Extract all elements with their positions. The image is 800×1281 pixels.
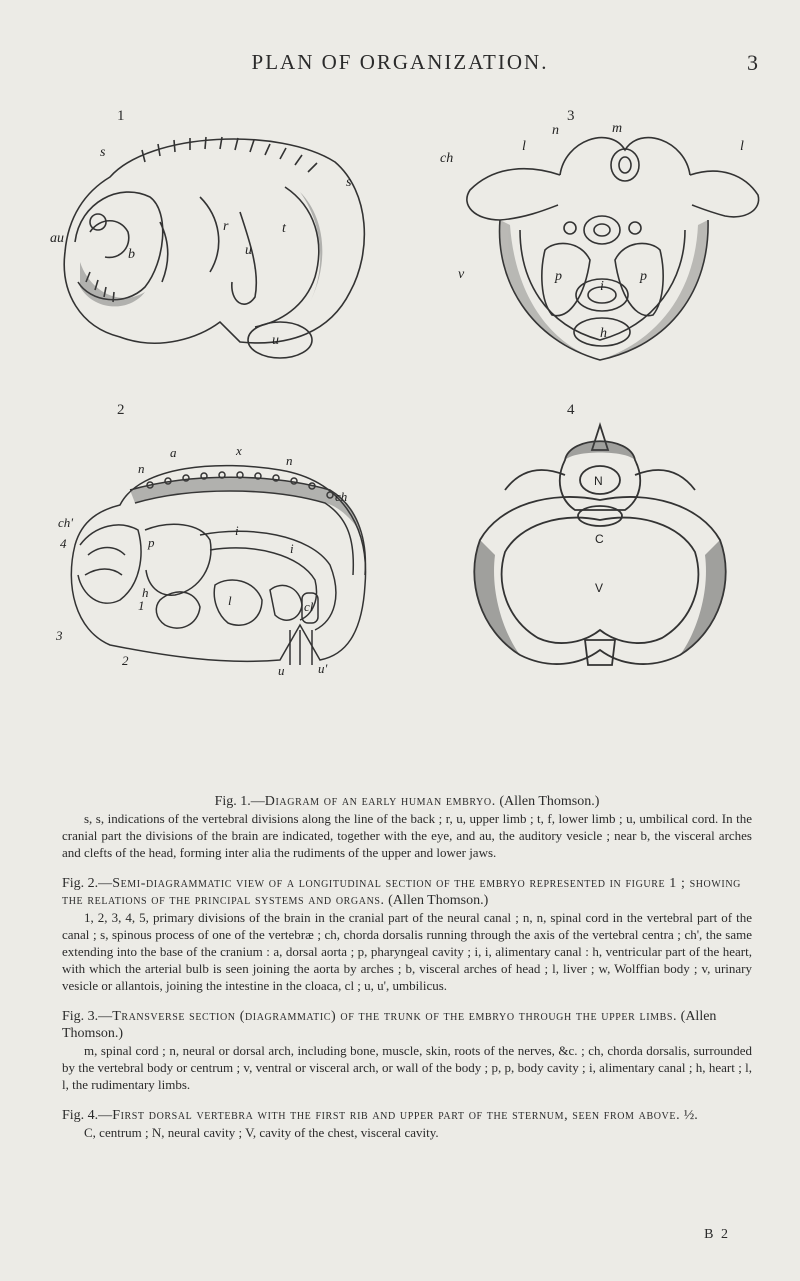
fig2-label-h: h (142, 585, 149, 600)
fig1-label-s1: s (100, 145, 106, 160)
fig2-label-3: 3 (56, 628, 63, 643)
caption-1-body: s, s, indications of the vertebral divisions along the line of the back ; r, u, upper limb ; t, f, lower limb ; u, umbilical cord. In the cranial part the divisions of the brain are indicated, together with the eye, and au, the auditory vesicle ; near b, the visceral arches and clefts of the head, forming inter alia the rudiments of the upper and lower jaws. (62, 811, 752, 860)
embryo-side-view-illustration (50, 122, 390, 387)
caption-3-body: m, spinal cord ; n, neural or dorsal arch, including bone, muscle, skin, roots of the nerves, &c. ; ch, chorda dorsalis, surrounded by the vertebral body or centrum ; v, ventral or visceral arch, or wall of the body ; p, p, body cavity ; i, alimentary canal ; h, heart ; l, l, the rudimentary limbs. (62, 1043, 752, 1092)
caption-3-title (62, 1008, 752, 1042)
fig2-label-4: 4 (60, 536, 67, 551)
caption-1-title (62, 793, 752, 810)
caption-4-body: C, centrum ; N, neural cavity ; V, cavity of the chest, visceral cavity. (84, 1125, 439, 1140)
figure-captions (62, 793, 752, 1141)
fig2-label-i2: i (290, 541, 294, 556)
caption-2-title-text: Semi-diagrammatic view of a longitudinal section of the embryo represented in figure 1 ; showing the relations of the principal systems and organs. (62, 876, 741, 908)
caption-1-title-text: Diagram of an early human embryo. (264, 794, 496, 809)
fig1-label-b: b (128, 247, 135, 262)
signature-mark: B 2 (704, 1227, 730, 1242)
fig1-label-t: t (282, 221, 286, 236)
caption-4-title-text: First dorsal vertebra with the first rib and upper part of the sternum, seen from above. (112, 1108, 681, 1123)
longitudinal-section-illustration (50, 415, 395, 680)
fig3-label-l2: l (740, 139, 744, 154)
page-number: 3 (747, 50, 758, 75)
figure-1-number: 1 (117, 108, 125, 124)
running-title: PLAN OF ORGANIZATION. (251, 50, 549, 74)
fig2-label-1: 1 (138, 598, 145, 613)
caption-3-credit: (Allen Thomson.) (62, 1009, 717, 1041)
fig3-label-m: m (612, 121, 623, 136)
fig2-label-cl: cl (304, 599, 314, 614)
fig2-label-p: p (148, 535, 155, 550)
transverse-section-illustration (440, 120, 770, 385)
fig2-label-i1: i (235, 523, 239, 538)
caption-4-title (62, 1107, 752, 1124)
figure-2-number: 2 (117, 402, 125, 418)
fig2-label-ch: ch (335, 489, 348, 504)
caption-4-credit: ½. (683, 1108, 698, 1123)
fig2-label-n1: n (138, 461, 145, 476)
fig1-label-u1: u (245, 243, 252, 258)
fig3-label-h: h (600, 326, 607, 341)
figure-4-number: 4 (567, 402, 575, 418)
fig2-label-x: x (236, 443, 242, 458)
page-header (0, 50, 800, 90)
caption-1-label: Fig. 1.— (214, 794, 265, 809)
fig2-label-2: 2 (122, 653, 129, 668)
fig3-label-i: i (600, 279, 604, 294)
vertebra-rib-illustration (450, 420, 750, 675)
fig3-label-p1: p (555, 269, 562, 284)
fig2-label-up: u' (318, 661, 328, 676)
fig4-label-V: V (595, 581, 604, 595)
fig4-label-C: C (595, 532, 604, 546)
fig2-label-l: l (228, 593, 232, 608)
caption-2-credit: (Allen Thomson.) (388, 893, 489, 908)
fig3-label-n: n (552, 123, 559, 138)
fig3-label-ch: ch (440, 151, 454, 166)
fig1-label-r: r (223, 219, 229, 234)
fig3-label-v: v (458, 267, 465, 282)
fig1-label-u2: u (272, 333, 279, 348)
caption-2-label: Fig. 2.— (62, 876, 113, 891)
fig4-label-N: N (594, 474, 603, 488)
figure-3-number: 3 (567, 108, 575, 124)
caption-1-credit: (Allen Thomson.) (499, 794, 600, 809)
fig2-label-u: u (278, 663, 285, 678)
fig1-label-au: au (50, 231, 64, 246)
fig2-label-chp: ch' (58, 515, 74, 530)
fig2-label-a: a (170, 445, 177, 460)
caption-2-body: 1, 2, 3, 4, 5, primary divisions of the brain in the cranial part of the neural canal ; n, n, spinal cord in the vertebral part of the canal ; s, spinous process of one of the vertebræ ; ch, chorda dorsalis running through the axis of the vertebral centra ; ch', the same extending into the base of the cranium : a, dorsal aorta ; p, pharyngeal cavity ; i, i, alimentary canal : h, ventricular part of the heart, with which the arterial bulb is seen joining the aorta by arches ; b, visceral arches of head ; l, liver ; w, Wolffian body ; v, urinary vesicle or allantois, joining the intestine in the cloaca, cl ; u, u', umbilicus. (62, 910, 752, 993)
caption-4-label: Fig. 4.— (62, 1108, 113, 1123)
caption-2-title (62, 875, 752, 909)
caption-3-label: Fig. 3.— (62, 1009, 113, 1024)
fig1-label-s2: s (346, 175, 352, 190)
fig3-label-p2: p (640, 269, 647, 284)
fig3-label-l1: l (522, 139, 526, 154)
caption-3-title-text: Transverse section (diagrammatic) of the trunk of the embryo through the upper limbs. (112, 1009, 678, 1024)
fig2-label-n2: n (286, 453, 293, 468)
